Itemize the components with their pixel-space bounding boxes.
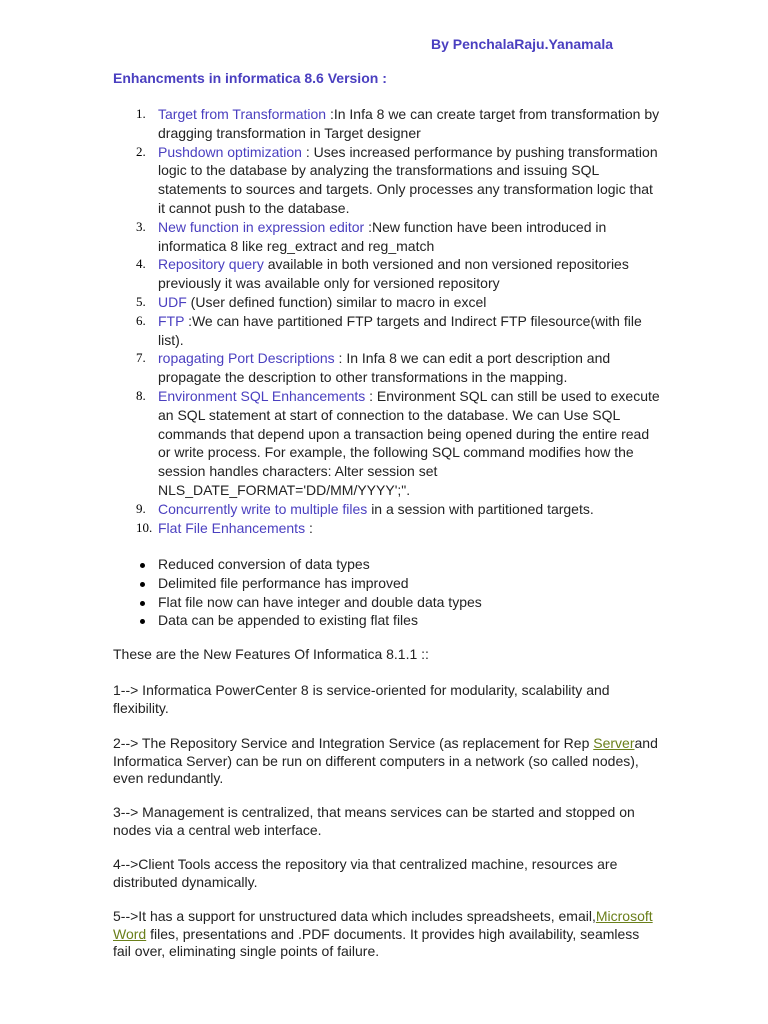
- section-heading: Enhancments in informatica 8.6 Version :: [113, 70, 387, 86]
- server-link[interactable]: Server: [593, 735, 635, 751]
- item-text: :New function have been introduced in informatica 8 like reg_extract and reg_match: [158, 218, 607, 254]
- list-item: [113, 574, 482, 593]
- item-term: New function in expression editor: [158, 218, 369, 235]
- list-item: [113, 312, 663, 350]
- list-item: [113, 293, 663, 312]
- item-number: 6.: [136, 312, 146, 328]
- item-text: :: [308, 519, 313, 536]
- item-text: :We can have partitioned FTP targets and Indirect FTP filesource(with file list).: [158, 312, 642, 348]
- list-item: [113, 349, 663, 387]
- list-item: [113, 387, 663, 500]
- feature-4: 4-->Client Tools access the repository via that centralized machine, resources are distributed dynamically.: [113, 856, 618, 890]
- item-term: Pushdown optimization: [158, 143, 306, 160]
- bullet-dot: [140, 601, 145, 606]
- list-item: [113, 555, 482, 574]
- feature-2: [113, 735, 658, 788]
- bullet-text: Flat file now can have integer and double data types: [158, 593, 482, 610]
- item-term: Concurrently write to multiple files: [158, 500, 372, 517]
- item-number: 3.: [136, 218, 146, 234]
- item-text: (User defined function) similar to macro in excel: [190, 293, 487, 310]
- item-number: 1.: [136, 106, 146, 121]
- item-text: :In Infa 8 we can create target from transformation by dragging transformation in Target designer: [158, 106, 660, 141]
- feature-1: 1--> Informatica PowerCenter 8 is service-oriented for modularity, scalability and flexibility.: [113, 682, 610, 716]
- microsoft-word-link[interactable]: Microsoft Word: [113, 908, 653, 942]
- feature-5: [113, 908, 658, 961]
- flat-file-bullets: [113, 555, 482, 630]
- item-number: 7.: [136, 350, 146, 366]
- bullet-text: Reduced conversion of data types: [158, 556, 370, 572]
- item-text: in a session with partitioned targets.: [371, 500, 594, 517]
- feature-3: 3--> Management is centralized, that means services can be started and stopped on nodes via a central web interface.: [113, 804, 635, 838]
- item-term: Flat File Enhancements: [158, 519, 309, 536]
- item-number: 8.: [136, 387, 146, 403]
- item-number: 5.: [136, 293, 146, 309]
- features-intro: These are the New Features Of Informatica 8.1.1 ::: [113, 646, 429, 662]
- item-term: UDF: [158, 293, 191, 310]
- item-text: : In Infa 8 we can edit a port description and propagate the description to other transformations in the mapping.: [158, 350, 611, 386]
- author-line: By PenchalaRaju.Yanamala: [431, 36, 614, 52]
- list-item: [113, 105, 663, 143]
- list-item: [113, 255, 663, 293]
- list-item: [113, 143, 663, 218]
- item-term: Environment SQL Enhancements: [158, 387, 370, 404]
- bullet-dot: [140, 563, 145, 568]
- item-number: 2.: [136, 143, 146, 159]
- bullet-dot: [140, 582, 145, 587]
- item-text: : Uses increased performance by pushing transformation logic to the database by analyzing the transformations and issuing SQL statements to sources and targets. Only processes any transformation logic that it cannot push to the database.: [158, 143, 658, 216]
- item-text: available in both versioned and non versioned repositories previously it was available only for versioned repository: [158, 256, 629, 292]
- feature-2-pre: 2--> The Repository Service and Integration Service (as replacement for Rep: [113, 735, 594, 751]
- item-term: Repository query: [158, 256, 268, 273]
- feature-2-post: and Informatica Server) can be run on different computers in a network (so called nodes), even redundantly.: [113, 735, 658, 786]
- bullet-dot: [140, 619, 145, 624]
- item-number: 10.: [136, 519, 153, 535]
- feature-5-pre: 5-->It has a support for unstructured data which includes spreadsheets, email,: [113, 908, 596, 924]
- list-item: [113, 218, 663, 256]
- feature-5-post: files, presentations and .PDF documents. It provides high availability, seamless fail over, eliminating single points of failure.: [113, 925, 640, 959]
- item-number: 9.: [136, 500, 146, 516]
- list-item: [113, 519, 663, 538]
- item-term: Target from Transformation: [158, 106, 330, 122]
- item-term: FTP: [158, 312, 189, 329]
- item-term: ropagating Port Descriptions: [158, 350, 339, 367]
- item-number: 4.: [136, 256, 146, 272]
- enhancements-list: [113, 105, 663, 537]
- list-item: [113, 611, 482, 630]
- bullet-text: Delimited file performance has improved: [158, 574, 409, 591]
- list-item: [113, 593, 482, 612]
- item-text: : Environment SQL can still be used to execute an SQL statement at start of connection to the database. We can Use SQL commands that depend upon a transaction being opened during the entire read or write process. For example, the following SQL command modifies how the session handles characters: Alter session set NLS_DATE_FORMAT='DD/MM/YYYY';".: [158, 387, 660, 498]
- list-item: [113, 500, 663, 519]
- bullet-text: Data can be appended to existing flat files: [158, 612, 418, 629]
